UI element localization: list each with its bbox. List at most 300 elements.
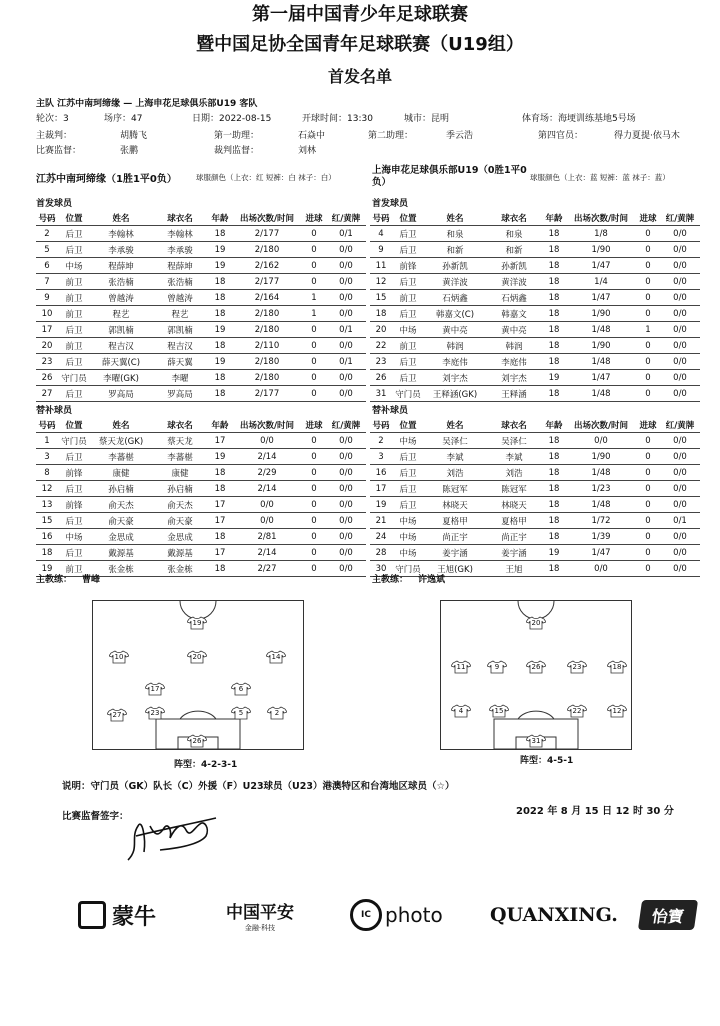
- table-cell: 0/0: [566, 561, 636, 577]
- table-cell: 程薛坤: [90, 258, 152, 274]
- assessor: 刘林: [298, 146, 317, 156]
- ic-logo-icon: IC: [350, 899, 382, 931]
- table-cell: 30: [370, 561, 392, 577]
- table-cell: 19: [208, 242, 232, 258]
- table-cell: 姜宇涵: [424, 545, 486, 561]
- table-row: [370, 338, 700, 354]
- table-cell: 0/1: [660, 513, 700, 529]
- column-header: 姓名: [424, 211, 486, 226]
- table-cell: 1/48: [566, 354, 636, 370]
- player-shirt-icon: [231, 706, 251, 720]
- player-shirt-icon: [526, 660, 546, 674]
- table-cell: 1/90: [566, 242, 636, 258]
- table-cell: 0/0: [232, 497, 302, 513]
- table-cell: 0: [302, 226, 326, 242]
- table-cell: 18: [542, 338, 566, 354]
- table-row: [36, 370, 366, 386]
- table-cell: 18: [542, 481, 566, 497]
- table-cell: 2/110: [232, 338, 302, 354]
- table-cell: 16: [36, 529, 58, 545]
- shirt-number: 20: [531, 619, 541, 627]
- column-header: 红/黄牌: [326, 418, 366, 433]
- table-cell: 守门员: [392, 561, 424, 577]
- column-header: 位置: [58, 418, 90, 433]
- table-cell: 李蕃椹: [152, 449, 208, 465]
- referee-label: 主裁判：: [36, 131, 73, 141]
- shirt-number: 15: [494, 707, 504, 715]
- table-cell: 张金栋: [90, 561, 152, 577]
- table-cell: 2/29: [232, 465, 302, 481]
- shirt-number: 20: [192, 653, 202, 661]
- table-cell: 后卫: [58, 481, 90, 497]
- table-cell: 0: [302, 497, 326, 513]
- shirt-number: 26: [192, 737, 202, 745]
- table-cell: 姜宇涵: [486, 545, 542, 561]
- ar2-label: 第二助理：: [368, 131, 414, 141]
- table-cell: 18: [542, 497, 566, 513]
- table-cell: 0/0: [326, 338, 366, 354]
- table-cell: 张金栋: [152, 561, 208, 577]
- table-cell: 后卫: [58, 354, 90, 370]
- table-cell: 后卫: [58, 513, 90, 529]
- table-cell: 前锋: [392, 258, 424, 274]
- table-cell: 尚正宇: [424, 529, 486, 545]
- table-cell: 9: [370, 242, 392, 258]
- player-shirt-icon: [267, 706, 287, 720]
- home-starters-table: [36, 211, 366, 402]
- table-row: [36, 322, 366, 338]
- player-shirt-icon: [145, 682, 165, 696]
- player-shirt-icon: [109, 650, 129, 664]
- table-cell: 1/48: [566, 386, 636, 402]
- table-cell: 0: [302, 545, 326, 561]
- table-cell: 前卫: [58, 274, 90, 290]
- player-shirt-icon: [187, 734, 207, 748]
- table-cell: 0: [636, 258, 660, 274]
- table-cell: 0: [302, 513, 326, 529]
- table-cell: 李蕃椹: [90, 449, 152, 465]
- player-shirt-icon: [451, 704, 471, 718]
- table-cell: 0: [636, 370, 660, 386]
- home-coach: 曹峰: [82, 575, 101, 585]
- table-cell: 王旭(GK): [424, 561, 486, 577]
- table-cell: 李曜(GK): [90, 370, 152, 386]
- table-cell: 前锋: [58, 497, 90, 513]
- ar2: 季云浩: [446, 131, 474, 141]
- table-cell: 1/90: [566, 338, 636, 354]
- table-cell: 李曜: [152, 370, 208, 386]
- column-header: 姓名: [90, 211, 152, 226]
- table-cell: 19: [208, 258, 232, 274]
- column-header: 号码: [370, 211, 392, 226]
- table-cell: 0/0: [660, 322, 700, 338]
- table-cell: 3: [36, 449, 58, 465]
- table-row: [36, 465, 366, 481]
- table-cell: 林晓天: [486, 497, 542, 513]
- table-row: [36, 242, 366, 258]
- table-cell: 1/47: [566, 258, 636, 274]
- table-cell: 李斌: [424, 449, 486, 465]
- away-subs-label: 替补球员: [372, 406, 409, 416]
- table-cell: 戴源基: [90, 545, 152, 561]
- table-cell: 0/0: [326, 433, 366, 449]
- table-cell: 0/0: [326, 386, 366, 402]
- table-cell: 17: [208, 433, 232, 449]
- table-cell: 0: [636, 513, 660, 529]
- column-header: 红/黄牌: [660, 211, 700, 226]
- legend-note: 说明：守门员（GK）队长（C）外援（F）U23球员（U23）港澳特区和台湾地区球员（☆）: [62, 781, 455, 792]
- shirt-number: 6: [238, 685, 244, 693]
- table-cell: 2/14: [232, 449, 302, 465]
- shirt-number: 27: [112, 711, 122, 719]
- table-cell: 罗高局: [152, 386, 208, 402]
- table-cell: 后卫: [58, 545, 90, 561]
- commissioner-label: 比赛监督：: [36, 146, 82, 156]
- table-cell: 0/0: [326, 497, 366, 513]
- table-row: [36, 354, 366, 370]
- column-header: 球衣名: [152, 211, 208, 226]
- table-cell: 程吉汉: [90, 338, 152, 354]
- table-cell: 尚正宇: [486, 529, 542, 545]
- player-shirt-icon: [266, 650, 286, 664]
- table-cell: 石炳鑫: [486, 290, 542, 306]
- table-row: [370, 465, 700, 481]
- column-header: 年龄: [208, 211, 232, 226]
- table-cell: 0/0: [326, 306, 366, 322]
- table-cell: 0/0: [660, 481, 700, 497]
- table-cell: 0: [636, 306, 660, 322]
- table-cell: 2/180: [232, 322, 302, 338]
- table-cell: 0/0: [660, 274, 700, 290]
- table-cell: 18: [542, 258, 566, 274]
- table-cell: 18: [542, 465, 566, 481]
- table-cell: 前卫: [58, 290, 90, 306]
- table-cell: 8: [36, 465, 58, 481]
- table-cell: 程薛坤: [152, 258, 208, 274]
- table-cell: 19: [208, 354, 232, 370]
- table-cell: 蔡天龙: [152, 433, 208, 449]
- home-starters-label: 首发球员: [36, 199, 73, 209]
- home-subs-label: 替补球员: [36, 406, 73, 416]
- table-cell: 1/39: [566, 529, 636, 545]
- column-header: 红/黄牌: [660, 418, 700, 433]
- table-cell: 12: [370, 274, 392, 290]
- table-cell: 戴源基: [152, 545, 208, 561]
- column-header: 位置: [392, 418, 424, 433]
- table-row: [36, 386, 366, 402]
- table-cell: 18: [208, 226, 232, 242]
- table-cell: 前卫: [58, 561, 90, 577]
- shirt-number: 12: [612, 707, 622, 715]
- table-cell: 前卫: [58, 338, 90, 354]
- table-cell: 1/23: [566, 481, 636, 497]
- table-cell: 18: [208, 481, 232, 497]
- table-cell: 刘浩: [486, 465, 542, 481]
- shirt-number: 10: [114, 653, 124, 661]
- table-cell: 18: [370, 306, 392, 322]
- table-cell: 18: [208, 386, 232, 402]
- table-cell: 17: [208, 497, 232, 513]
- table-cell: 吴泽仁: [424, 433, 486, 449]
- table-cell: 前卫: [392, 338, 424, 354]
- table-row: [36, 274, 366, 290]
- table-cell: 13: [36, 497, 58, 513]
- table-cell: 1/48: [566, 465, 636, 481]
- table-cell: 18: [208, 370, 232, 386]
- table-cell: 金思成: [90, 529, 152, 545]
- table-cell: 韩嘉文(C): [424, 306, 486, 322]
- table-cell: 0: [636, 529, 660, 545]
- assessor-label: 裁判监督：: [214, 146, 260, 156]
- table-cell: 夏格甲: [486, 513, 542, 529]
- away-starters-table: [370, 211, 700, 402]
- table-cell: 0/0: [660, 258, 700, 274]
- table-cell: 0: [636, 274, 660, 290]
- table-cell: 康健: [90, 465, 152, 481]
- table-cell: 18: [542, 322, 566, 338]
- table-cell: 中场: [58, 529, 90, 545]
- shirt-number: 23: [572, 663, 582, 671]
- table-row: [370, 226, 700, 242]
- table-cell: 18: [542, 449, 566, 465]
- sponsor-yibao: 怡寶: [638, 900, 698, 930]
- table-cell: 0/0: [660, 242, 700, 258]
- shirt-number: 5: [238, 709, 244, 717]
- player-shirt-icon: [231, 682, 251, 696]
- table-row: [370, 306, 700, 322]
- table-cell: 黄中亮: [424, 322, 486, 338]
- table-row: [36, 226, 366, 242]
- table-cell: 0: [636, 481, 660, 497]
- table-row: [36, 529, 366, 545]
- table-row: [36, 513, 366, 529]
- column-header: 进球: [302, 418, 326, 433]
- table-cell: 后卫: [58, 322, 90, 338]
- table-cell: 2/164: [232, 290, 302, 306]
- home-team-name: 江苏中南珂缔缘（1胜1平0负）: [36, 174, 177, 185]
- table-row: [36, 433, 366, 449]
- table-row: [370, 258, 700, 274]
- shirt-number: 22: [572, 707, 582, 715]
- table-cell: 后卫: [392, 449, 424, 465]
- table-cell: 陈冠军: [424, 481, 486, 497]
- title-line-3: 首发名单: [327, 67, 392, 86]
- table-cell: 2/180: [232, 370, 302, 386]
- table-cell: 19: [370, 497, 392, 513]
- table-cell: 1/47: [566, 370, 636, 386]
- table-cell: 韩润: [424, 338, 486, 354]
- away-starters-label: 首发球员: [372, 199, 409, 209]
- player-shirt-icon: [187, 616, 207, 630]
- table-cell: 李庭伟: [486, 354, 542, 370]
- player-shirt-icon: [526, 734, 546, 748]
- table-cell: 刘宇杰: [486, 370, 542, 386]
- table-cell: 1/72: [566, 513, 636, 529]
- table-cell: 0/0: [660, 306, 700, 322]
- sponsor-quanxing: QUANXING.: [490, 904, 618, 926]
- column-header: 进球: [302, 211, 326, 226]
- table-cell: 1/90: [566, 449, 636, 465]
- table-cell: 31: [370, 386, 392, 402]
- table-cell: 1/4: [566, 274, 636, 290]
- match-date: 日期：2022-08-15: [192, 114, 272, 124]
- title-line-1: 第一届中国青少年足球联赛: [252, 4, 468, 25]
- table-cell: 后卫: [392, 497, 424, 513]
- table-row: [370, 513, 700, 529]
- table-cell: 刘宇杰: [424, 370, 486, 386]
- table-cell: 薛天翼: [152, 354, 208, 370]
- table-cell: 夏格甲: [424, 513, 486, 529]
- table-cell: 2/177: [232, 226, 302, 242]
- column-header: 姓名: [424, 418, 486, 433]
- table-cell: 19: [208, 322, 232, 338]
- table-cell: 郭凯楠: [90, 322, 152, 338]
- penalty-arc: [180, 711, 216, 719]
- table-cell: 韩嘉文: [486, 306, 542, 322]
- match-round: 轮次：3: [36, 114, 69, 124]
- table-cell: 0/0: [660, 449, 700, 465]
- table-cell: 俞天豪: [90, 513, 152, 529]
- table-row: [36, 449, 366, 465]
- player-shirt-icon: [567, 660, 587, 674]
- table-cell: 后卫: [58, 242, 90, 258]
- table-cell: 2/177: [232, 274, 302, 290]
- table-header-row: [36, 418, 366, 433]
- table-cell: 23: [370, 354, 392, 370]
- away-formation-label: 阵型：4-5-1: [520, 756, 574, 766]
- shirt-number: 18: [612, 663, 622, 671]
- table-cell: 曾越涛: [152, 290, 208, 306]
- table-cell: 黄中亮: [486, 322, 542, 338]
- table-cell: 18: [542, 242, 566, 258]
- table-cell: 0/0: [232, 433, 302, 449]
- table-cell: 后卫: [58, 449, 90, 465]
- table-header-row: [36, 211, 366, 226]
- table-cell: 1/48: [566, 497, 636, 513]
- away-kit-colors: 球服颜色（上衣：蓝 短裤：蓝 袜子：蓝）: [530, 173, 670, 182]
- home-subs-table: [36, 418, 366, 577]
- column-header: 球衣名: [486, 211, 542, 226]
- table-cell: 陈冠军: [486, 481, 542, 497]
- table-cell: 6: [36, 258, 58, 274]
- shirt-number: 19: [192, 619, 202, 627]
- shirt-number: 26: [531, 663, 541, 671]
- table-cell: 16: [370, 465, 392, 481]
- table-cell: 后卫: [392, 306, 424, 322]
- table-cell: 0/1: [326, 354, 366, 370]
- table-cell: 0/0: [660, 529, 700, 545]
- table-cell: 22: [370, 338, 392, 354]
- table-cell: 1/48: [566, 322, 636, 338]
- table-cell: 中场: [392, 322, 424, 338]
- penalty-arc: [518, 711, 554, 719]
- table-row: [370, 386, 700, 402]
- table-cell: 中场: [392, 433, 424, 449]
- shirt-number: 23: [150, 709, 160, 717]
- table-cell: 0/0: [232, 513, 302, 529]
- table-cell: 守门员: [58, 370, 90, 386]
- table-cell: 19: [36, 561, 58, 577]
- table-row: [370, 481, 700, 497]
- column-header: 出场次数/时间: [232, 211, 302, 226]
- table-cell: 和新: [486, 242, 542, 258]
- home-formation-pitch: [92, 600, 304, 750]
- column-header: 年龄: [208, 418, 232, 433]
- table-cell: 1/47: [566, 290, 636, 306]
- table-cell: 2/162: [232, 258, 302, 274]
- away-formation-pitch: [440, 600, 632, 750]
- table-cell: 17: [208, 545, 232, 561]
- table-cell: 前卫: [58, 306, 90, 322]
- table-row: [370, 322, 700, 338]
- table-cell: 0/0: [326, 274, 366, 290]
- table-cell: 孙新凯: [424, 258, 486, 274]
- table-cell: 后卫: [392, 226, 424, 242]
- column-header: 进球: [636, 418, 660, 433]
- table-cell: 18: [36, 545, 58, 561]
- table-cell: 0/1: [326, 226, 366, 242]
- player-shirt-icon: [567, 704, 587, 718]
- table-cell: 0/0: [326, 545, 366, 561]
- table-cell: 0: [302, 354, 326, 370]
- player-shirt-icon: [526, 616, 546, 630]
- table-cell: 王释涵: [486, 386, 542, 402]
- table-row: [370, 545, 700, 561]
- table-cell: 0/1: [326, 322, 366, 338]
- table-cell: 0/0: [660, 370, 700, 386]
- table-cell: 19: [542, 370, 566, 386]
- table-cell: 中场: [392, 529, 424, 545]
- column-header: 位置: [392, 211, 424, 226]
- table-cell: 1: [636, 322, 660, 338]
- table-cell: 12: [36, 481, 58, 497]
- table-cell: 后卫: [392, 370, 424, 386]
- column-header: 年龄: [542, 418, 566, 433]
- table-cell: 李斌: [486, 449, 542, 465]
- match-city: 城市：昆明: [404, 114, 450, 124]
- table-cell: 15: [370, 290, 392, 306]
- table-cell: 0/0: [326, 529, 366, 545]
- table-cell: 2/180: [232, 242, 302, 258]
- table-cell: 18: [208, 290, 232, 306]
- table-cell: 0/0: [660, 226, 700, 242]
- column-header: 球衣名: [486, 418, 542, 433]
- column-header: 进球: [636, 211, 660, 226]
- ar1: 石焱中: [298, 131, 326, 141]
- table-cell: 19: [208, 449, 232, 465]
- match-venue: 体育场：海埂训练基地5号场: [522, 114, 636, 124]
- table-cell: 0: [302, 529, 326, 545]
- table-cell: 17: [36, 322, 58, 338]
- table-cell: 18: [208, 338, 232, 354]
- shirt-number: 2: [274, 709, 280, 717]
- table-cell: 1/47: [566, 545, 636, 561]
- table-cell: 程吉汉: [152, 338, 208, 354]
- away-subs-table: [370, 418, 700, 577]
- table-cell: 0: [302, 449, 326, 465]
- table-cell: 后卫: [392, 481, 424, 497]
- column-header: 位置: [58, 211, 90, 226]
- table-cell: 0/0: [660, 465, 700, 481]
- table-cell: 18: [542, 433, 566, 449]
- table-row: [370, 274, 700, 290]
- table-cell: 11: [370, 258, 392, 274]
- referee: 胡腾飞: [120, 131, 148, 141]
- table-cell: 郭凯楠: [152, 322, 208, 338]
- table-cell: 0/0: [660, 290, 700, 306]
- mengniu-logo-icon: [78, 901, 106, 929]
- table-cell: 韩润: [486, 338, 542, 354]
